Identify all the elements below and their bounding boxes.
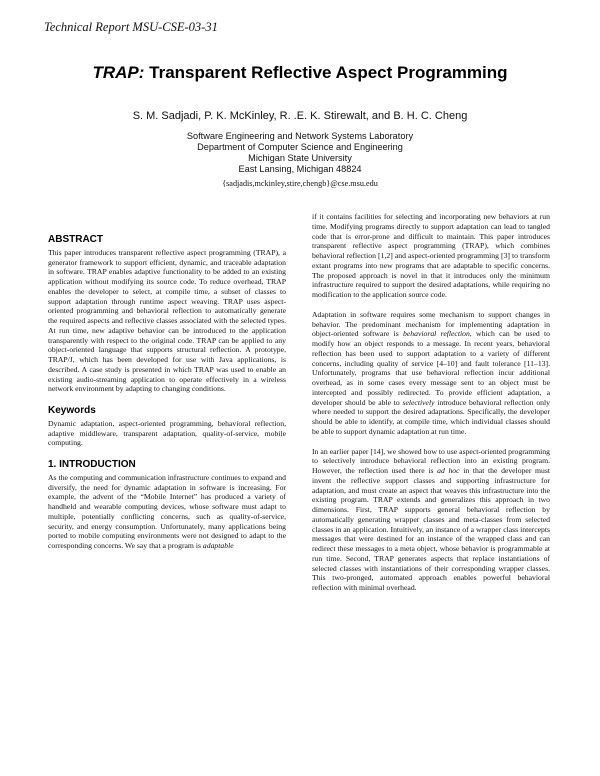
intro-paragraph-2: Adaptation in software requires some mechanism to support changes in behavior. The predominant mechanism for implementing adaptation in object-oriented software is behavioral reflection, which can be used to modify how an object responds to a message. In recent years, behavioral reflection has been used to support adaptation to a variety of different concerns, including quality of service [4–10] and fault tolerance [11–13]. Unfortunately, programs that use behavioral reflection incur additional overhead, as in some cases every message sent to an object must be intercepted and possibly redirected. To provide efficient adaptation, a developer should be able to selectively introduce behavioral reflection only where needed to support the desired adaptations. Specifically, the developer should be able to identify, at compile time, which individual classes should be able to support dynamic adaptation at run time. <box>312 309 550 436</box>
affiliation-block <box>0 131 600 189</box>
abstract-text: This paper introduces transparent reflective aspect programming (TRAP), a generator framework to support efficient, dynamic, and traceable adaptation in software. TRAP enables adaptive functionality to be added to an existing application without modifying its source code. To reduce overhead, TRAP enables the developer to select, at compile time, a subset of classes to support adaptation through runtime aspect weaving. TRAP uses aspect-oriented programming and behavioral reflection to automatically generate the required aspects and reflective classes associated with the selected types. At run time, new adaptive behavior can be introduced to the application transparently with respect to the original code. TRAP can be applied to any object-oriented language that supports structural reflection. A prototype, TRAP/J, which has been developed for use with Java applications, is described. A case study is presented in which TRAP was used to enable an existing audio-streaming application to operate effectively in a wireless network environment by adapting to changing conditions. <box>48 247 286 394</box>
emphasis-selectively: selectively <box>402 397 435 407</box>
intro-paragraph-1-cont: if it contains facilities for selecting and incorporating new behaviors at run time. Modifying programs directly to support adaptation can lead to tangled code that is error-prone and difficult to maintain. This paper introduces transparent reflective aspect programming (TRAP), which combines behavioral reflection [1,2] and aspect-oriented programming [3] to transform extant programs into new programs that are adaptable to specific concerns. The proposed approach is novel in that it introduces only the minimum infrastructure required to support the desired adaptations, while requiring no modification to the application source code. <box>312 212 550 299</box>
emphasis-adaptable: adaptable <box>202 541 234 550</box>
affiliation-lab: Software Engineering and Network Systems Laboratory <box>186 131 414 141</box>
title-acronym: TRAP: <box>92 63 145 82</box>
intro-paragraph-3: In an earlier paper [14], we showed how to use aspect-oriented programming to selectively introduce behavioral reflection into an existing program. However, the reflection used there is ad hoc in that the developer must invent the reflective support classes and supporting infrastructure for adaptation, and must create an aspect that weaves this infrastructure into the existing program. TRAP extends and generalizes this approach in two dimensions. First, TRAP supports general behavioral reflection by automatically generating wrapper classes and meta-classes from selected classes in an application. Intuitively, an instance of a wrapper class intercepts messages that were destined for an instance of the wrapped class and can redirect these messages to a meta object, whose behavior is programmable at run time. Second, TRAP generates aspects that replace instantiations of selected classes with instantiations of their corresponding wrapper classes. This two-pronged, automated approach enables powerful behavioral reflection with minimal overhead. <box>312 446 550 592</box>
right-column <box>312 212 550 593</box>
title-text: Transparent Reflective Aspect Programming <box>144 63 508 82</box>
emphasis-behavioral-reflection: behavioral reflection <box>403 329 470 339</box>
introduction-heading: 1. INTRODUCTION <box>48 459 136 470</box>
keywords-text: Dynamic adaptation, aspect-oriented programming, behavioral reflection, adaptive middleware, transparent adaptation, quality-of-service, mobile computing. <box>48 418 286 448</box>
author-email: {sadjadis,mckinley,stire,chengb}@cse.msu.edu <box>222 179 378 188</box>
left-column <box>48 235 286 551</box>
report-header: Technical Report MSU-CSE-03-31 <box>44 20 218 34</box>
paper-title <box>0 63 600 83</box>
emphasis-ad-hoc: ad hoc <box>437 466 460 475</box>
affiliation-department: Department of Computer Science and Engineering <box>197 142 403 152</box>
affiliation-location: East Lansing, Michigan 48824 <box>238 164 362 174</box>
abstract-heading: ABSTRACT <box>48 234 103 245</box>
keywords-heading: Keywords <box>48 405 96 416</box>
affiliation-university: Michigan State University <box>248 153 352 163</box>
intro-paragraph-1: As the computing and communication infrastructure continues to expand and diversify, the need for dynamic adaptation in software is increasing. For example, the advent of the “Mobile Internet” has produced a variety of handheld and wearable computing devices, whose software must adapt to multiple, potentially conflicting concerns, such as quality-of-service, security, and energy consumption. Unfortunately, many applications being ported to mobile computing environments were not designed to adapt to the corresponding concerns. We say that a program is adaptable <box>48 472 286 550</box>
author-list: S. M. Sadjadi, P. K. McKinley, R. .E. K. Stirewalt, and B. H. C. Cheng <box>132 110 468 122</box>
